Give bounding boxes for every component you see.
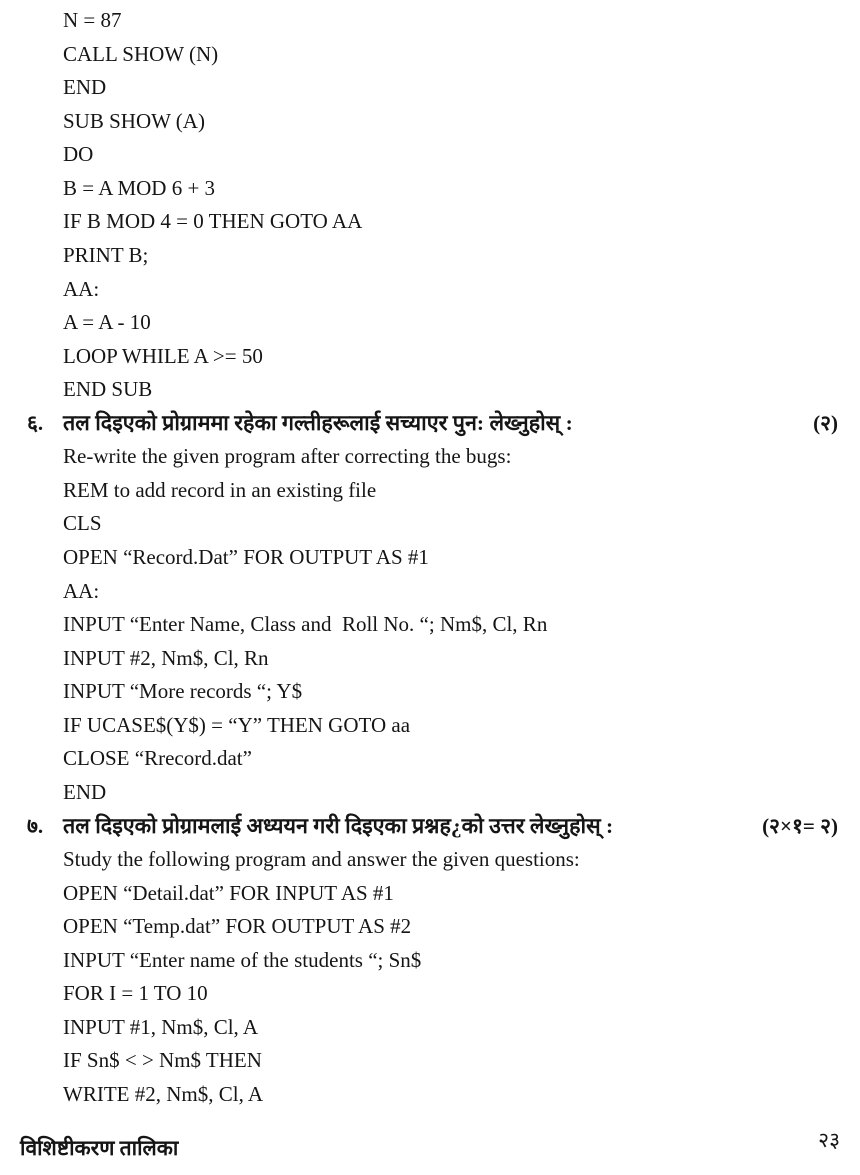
code-line: CLS — [63, 511, 102, 536]
code-line: CALL SHOW (N) — [63, 41, 219, 66]
question-7-heading — [0, 810, 860, 844]
page-body — [0, 4, 860, 1112]
code-line: IF Sn$ < > Nm$ THEN — [63, 1048, 262, 1073]
code-line: CLOSE “Rrecord.dat” — [63, 746, 252, 771]
question-6-number: ६. — [27, 410, 44, 435]
question-6-prompt-nepali: तल दिइएको प्रोग्राममा रहेका गल्तीहरूलाई सच्याएर पुन: लेख्नुहोस् : — [63, 410, 573, 435]
code-line: INPUT “More records “; Y$ — [63, 679, 303, 704]
code-line: AA: — [63, 276, 100, 301]
code-line: LOOP WHILE A >= 50 — [63, 343, 263, 368]
question-7-number: ७. — [27, 813, 44, 838]
code-line: OPEN “Record.Dat” FOR OUTPUT AS #1 — [63, 545, 429, 569]
page-number: २३ — [818, 1128, 840, 1152]
code-line: AA: — [63, 578, 100, 603]
code-line: INPUT “Enter Name, Class and Roll No. “; Nm$, Cl, Rn — [63, 612, 548, 637]
question-7-marks: (२×१= २) — [762, 813, 838, 838]
code-line: IF B MOD 4 = 0 THEN GOTO AA — [63, 209, 363, 234]
code-line: OPEN “Detail.dat” FOR INPUT AS #1 — [63, 880, 394, 905]
code-line: REM to add record in an existing file — [63, 477, 377, 502]
code-line: A = A - 10 — [63, 310, 151, 335]
code-line: B = A MOD 6 + 3 — [63, 175, 216, 200]
footer-title: विशिष्टीकरण तालिका — [20, 1136, 179, 1160]
question-6-prompt-english: Re-write the given program after correcting the bugs: — [63, 444, 512, 469]
code-line: WRITE #2, Nm$, Cl, A — [63, 1082, 264, 1106]
code-line: END — [63, 75, 107, 100]
code-line: DO — [63, 142, 94, 167]
code-line: FOR I = 1 TO 10 — [63, 981, 208, 1006]
code-line: INPUT “Enter name of the students “; Sn$ — [63, 947, 422, 972]
question-7-prompt-nepali: तल दिइएको प्रोग्रामलाई अध्ययन गरी दिइएका प्रश्नह¿को उत्तर लेख्नुहोस् : — [63, 813, 614, 838]
question-6-marks: (२) — [813, 410, 838, 435]
code-line: N = 87 — [63, 8, 122, 32]
code-line: SUB SHOW (A) — [63, 108, 205, 133]
question-7-prompt-english: Study the following program and answer the given questions: — [63, 847, 580, 872]
code-line: IF UCASE$(Y$) = “Y” THEN GOTO aa — [63, 712, 411, 737]
code-line: PRINT B; — [63, 242, 149, 267]
code-line: OPEN “Temp.dat” FOR OUTPUT AS #2 — [63, 914, 412, 939]
code-line: INPUT #1, Nm$, Cl, A — [63, 1014, 259, 1039]
code-line: END SUB — [63, 377, 153, 402]
code-line: END — [63, 779, 107, 804]
code-line: INPUT #2, Nm$, Cl, Rn — [63, 645, 269, 670]
question-6-heading — [0, 407, 860, 441]
